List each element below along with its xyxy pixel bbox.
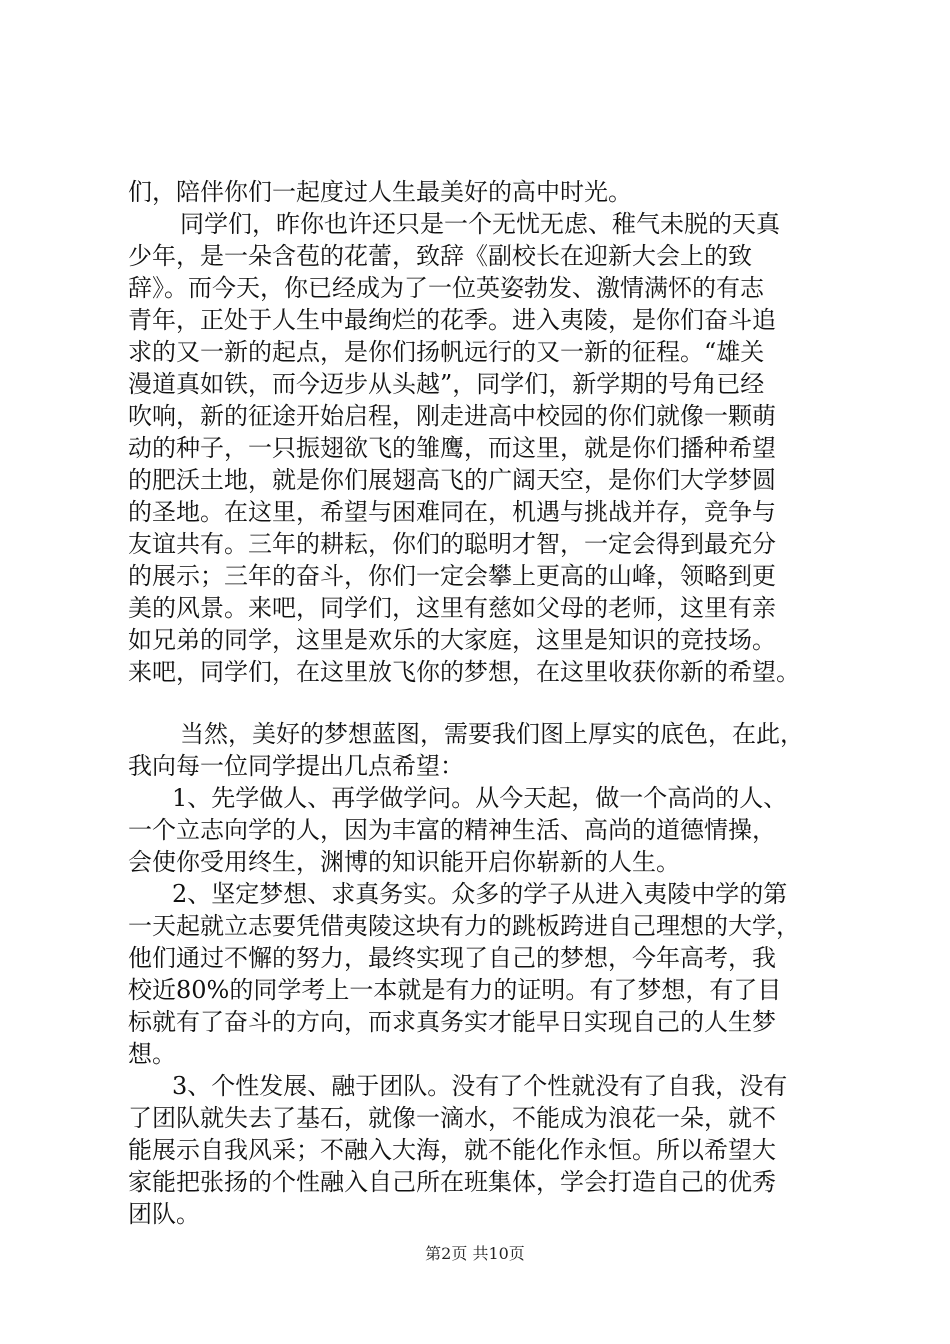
document-body xyxy=(128,176,858,1230)
paragraph-hopes-intro xyxy=(128,718,858,782)
text-line: 美的风景。来吧，同学们，这里有慈如父母的老师，这里有亲 xyxy=(128,594,776,622)
text-line: 2、坚定梦想、求真务实。众多的学子从进入夷陵中学的第 xyxy=(172,880,788,908)
text-line: 吹响，新的征途开始启程，刚走进高中校园的你们就像一颗萌 xyxy=(128,402,776,430)
text-line: 动的种子，一只振翅欲飞的雏鹰，而这里，就是你们播种希望 xyxy=(128,434,776,462)
text-line: 能展示自我风采；不融入大海，就不能化作永恒。所以希望大 xyxy=(128,1136,776,1164)
text-line: 友谊共有。三年的耕耘，你们的聪明才智，一定会得到最充分 xyxy=(128,530,776,558)
text-line: 漫道真如铁，而今迈步从头越”，同学们，新学期的号角已经 xyxy=(128,370,765,398)
text-line: 来吧，同学们，在这里放飞你的梦想，在这里收获你新的希望。 xyxy=(128,658,800,686)
text-line: 一个立志向学的人，因为丰富的精神生活、高尚的道德情操， xyxy=(128,816,776,844)
text-line: 的展示；三年的奋斗，你们一定会攀上更高的山峰，领略到更 xyxy=(128,562,776,590)
text-line: 如兄弟的同学，这里是欢乐的大家庭，这里是知识的竞技场。 xyxy=(128,626,776,654)
page-number: 第2页 共10页 xyxy=(425,1244,525,1263)
text-line: 我向每一位同学提出几点希望： xyxy=(128,752,464,780)
text-line: 同学们，昨你也许还只是一个无忧无虑、稚气未脱的天真 xyxy=(180,210,780,238)
text-line: 家能把张扬的个性融入自己所在班集体，学会打造自己的优秀 xyxy=(128,1168,776,1196)
text-line: 一天起就立志要凭借夷陵这块有力的跳板跨进自己理想的大学， xyxy=(128,912,800,940)
text-line: 求的又一新的起点，是你们扬帆远行的又一新的征程。“雄关 xyxy=(128,338,765,366)
text-line: 辞》。而今天，你已经成为了一位英姿勃发、激情满怀的有志 xyxy=(128,274,764,302)
text-line: 了团队就失去了基石，就像一滴水，不能成为浪花一朵，就不 xyxy=(128,1104,776,1132)
text-line: 青年，正处于人生中最绚烂的花季。进入夷陵，是你们奋斗追 xyxy=(128,306,776,334)
paragraph-welcome xyxy=(128,208,858,688)
text-line: 1、先学做人、再学做学问。从今天起，做一个高尚的人、 xyxy=(172,784,788,812)
text-line: 的圣地。在这里，希望与困难同在，机遇与挑战并存，竞争与 xyxy=(128,498,776,526)
text-line: 们，陪伴你们一起度过人生最美好的高中时光。 xyxy=(128,178,632,206)
text-line: 少年，是一朵含苞的花蕾，致辞《副校长在迎新大会上的致 xyxy=(128,242,752,270)
text-line: 团队。 xyxy=(128,1200,200,1228)
page-footer xyxy=(0,1244,950,1264)
paragraph-hope-2 xyxy=(128,878,858,1070)
paragraph-gap xyxy=(128,688,858,718)
text-line: 3、个性发展、融于团队。没有了个性就没有了自我，没有 xyxy=(172,1072,788,1100)
text-line: 标就有了奋斗的方向，而求真务实才能早日实现自己的人生梦 xyxy=(128,1008,776,1036)
paragraph-hope-1 xyxy=(128,782,858,878)
paragraph-continuation xyxy=(128,176,858,208)
paragraph-hope-3 xyxy=(128,1070,858,1230)
text-line: 想。 xyxy=(128,1040,176,1068)
text-line: 他们通过不懈的努力，最终实现了自己的梦想，今年高考，我 xyxy=(128,944,776,972)
text-line: 的肥沃土地，就是你们展翅高飞的广阔天空，是你们大学梦圆 xyxy=(128,466,776,494)
text-line: 校近80%的同学考上一本就是有力的证明。有了梦想，有了目 xyxy=(128,976,782,1004)
text-line: 会使你受用终生，渊博的知识能开启你崭新的人生。 xyxy=(128,848,680,876)
text-line: 当然，美好的梦想蓝图，需要我们图上厚实的底色，在此， xyxy=(180,720,804,748)
